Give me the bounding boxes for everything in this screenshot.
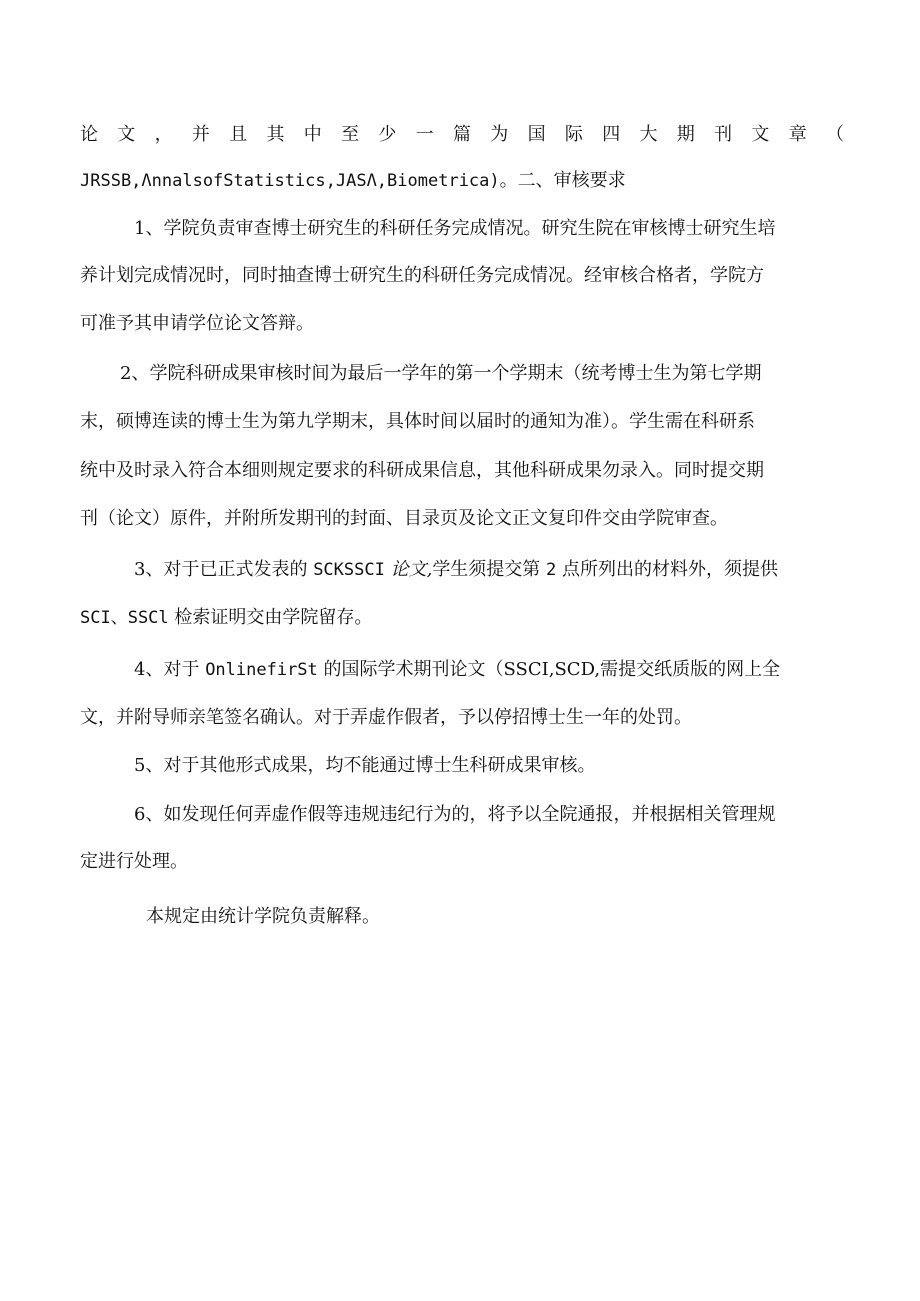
paragraph-2-line-1: 2、学院科研成果审核时间为最后一学年的第一个学期末（统考博士生为第七学期 [120, 363, 762, 384]
paragraph-2-line-4: 刊（论文）原件，并附所发期刊的封面、目录页及论文正文复印件交由学院审查。 [80, 508, 728, 529]
sci-ssci-label: SCKSSCI [313, 560, 385, 580]
paragraph-3-line-2 [80, 604, 844, 632]
text-line-1: 论 文 ， 并 且 其 中 至 少 一 篇 为 国 际 四 大 期 刊 文 章 （ [80, 124, 844, 145]
paragraph-4-text-a: 4、对于 [134, 659, 200, 680]
paragraph-3-line-1 [134, 556, 844, 584]
paragraph-2-line-3: 统中及时录入符合本细则规定要求的科研成果信息，其他科研成果勿录入。同时提交期 [80, 460, 764, 481]
online-first-label: OnlinefirSt [205, 660, 318, 680]
paragraph-3-italic-word: 论文, [390, 559, 433, 580]
sci-sscl-label: SCI、SSCl [80, 608, 169, 628]
paragraph-6-line-1: 6、如发现任何弄虚作假等违规违纪行为的，将予以全院通报，并根据相关管理规 [134, 804, 776, 825]
paragraph-3-text-c: 点所列出的材料外，须提供 [562, 559, 779, 580]
paragraph-3-text-b: 学生须提交第 [432, 559, 541, 580]
paragraph-5: 5、对于其他形式成果，均不能通过博士生科研成果审核。 [134, 755, 596, 776]
paragraph-3-text-d: 检索证明交由学院留存。 [174, 607, 373, 628]
closing-statement: 本规定由统计学院负责解释。 [146, 906, 380, 927]
paragraph-2-line-2: 末，硕博连读的博士生为第九学期末，具体时间以届时的通知为准）。学生需在科研系 [80, 411, 755, 432]
paragraph-4-line-2: 文，并附导师亲笔签名确认。对于弄虚作假者，予以停招博士生一年的处罚。 [80, 707, 692, 728]
paragraph-3-number: 2 [546, 560, 557, 580]
paragraph-1-line-1: 1、学院负责审查博士研究生的科研任务完成情况。研究生院在审核博士研究生培 [134, 218, 776, 239]
paragraph-4-text-b: 的国际学术期刊论文（SSCI,SCD,需提交纸质版的网上全 [323, 659, 781, 680]
section-heading-review-requirements: 。二、审核要求 [499, 170, 626, 191]
paragraph-6-line-2: 定进行处理。 [80, 851, 188, 872]
text-line-2 [80, 167, 844, 195]
paragraph-1-line-3: 可准予其申请学位论文答辩。 [80, 313, 314, 334]
paragraph-3-text-a: 3、对于已正式发表的 [134, 559, 308, 580]
paragraph-1-line-2: 养计划完成情况时，同时抽查博士研究生的科研任务完成情况。经审核合格者，学院方 [80, 265, 764, 286]
journal-list: JRSSB,ΛnnalsofStatistics,JASΛ,Biometrica) [80, 171, 500, 191]
paragraph-4-line-1 [134, 656, 844, 684]
